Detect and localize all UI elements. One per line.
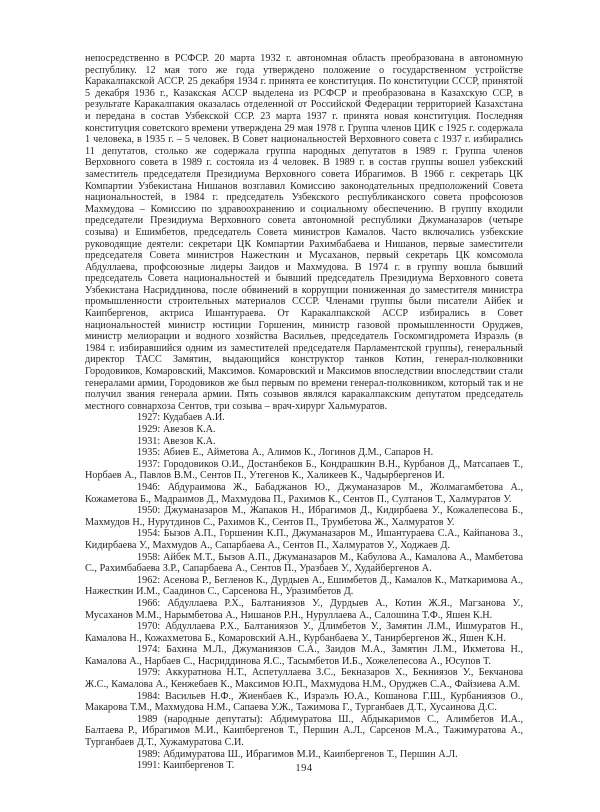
- page-number: 194: [295, 763, 313, 774]
- body-paragraph: непосредственно в РСФСР. 20 марта 1932 г. автономная область преобразована в автономную республику. 12 мая того же года утверждено положение о государственном устройстве Каракалпакской АССР. 25 декабря 1934 г. принята ее конституция. По конституции СССР, принятой 5 декабря 1936 г., Казакская АССР выделена из РСФСР и преобразована в Казахскую ССР, в результате Каракалпакия оказалась отделенной от Российской Федерации территорией Казахстана и передана в состав Узбекской ССР. 23 марта 1937 г. принята новая конституция. Последняя конституция советского времени утверждена 29 мая 1978 г. Группа членов ЦИК с 1925 г. содержала 1 человека, в 1935 г. – 5 человек. В Совет национальностей Верховного совета с 1937 г. избирались 11 депутатов, столько же содержала группа народных депутатов в 1989 г. Группа членов Верховного совета в 1989 г. состояла из 4 человек. В 1989 г. в состав группы вошел узбекский заместитель председателя Президиума Верховного совета Ибрагимов. В 1966 г. секретарь ЦК Компартии Узбекистана Нишанов возглавил Комиссию законодательных предположений Совета национальностей, в 1984 г. председатель Узбекского республиканского совета профсоюзов Махмудова – Комиссию по здравоохранению и социальному обеспечению. В группу входили председатели Президиума Верховного совета автономной республики Джуманазаров (четыре созыва) и Ешимбетов, председатель Совета министров Камалов. Часто включались узбекские руководящие деятели: секретари ЦК Компартии Рахимбабаева и Нишанов, первые заместители председателя Совета министров Нажесткин и Мусаханов, первый секретарь ЦК комсомола Абдуллаева, профсоюзные лидеры Заидов и Махмудова. В 1974 г. в группу вошла бывший председатель Совета национальностей и бывший председатель Президиума Верховного совета Узбекистана Насриддинова, после обвинений в коррупции пониженная до заместителя министра промышленности строительных материалов СССР. Членами группы были писатели Айбек и Каипбергенов, актриса Ишантураева. От Каракалпакской АССР избирались в Совет национальностей министр юстиции Горшенин, министр газовой промышленности Оруджев, министр мелиорации и водного хозяйства Васильев, председатель Госкомгидромета Израэль (в 1984 г. избиравшийся одним из заместителей председателя Парламентской группы), генеральный директор ТАСС Замятин, выдающийся конструктор танков Котин, генерал-полковники Городовиков, Комаровский, Максимов. Комаровский и Максимов впоследствии впоследствии стали генералами армии, Городовиков же был первым по времени генерал-полковником, который так и не получил звания генерала армии. Пять созывов являлся каракалпакским депутатом председатель местного совнархоза Сентов, три созыва – врач-хирург Хальмуратов.: [85, 53, 523, 412]
- entry-line: 1974: Бахина М.Л., Джуманиязов С.А., Заидов М.А., Замятин Л.М., Икметова Н., Камалова А., Нарбаев С., Насриддинова Я.С., Тасымбетов И.Б., Хожелепесова А., Юсупов Т.: [85, 644, 523, 667]
- entry-line: 1954: Бызов А.П., Горшенин К.П., Джуманазаров М., Ишантураева С.А., Кайпанова З., Кидирбаева У., Махмудов А., Сапарбаева А., Сентов П., Халмуратов У., Ходжаев Д.: [85, 528, 523, 551]
- entry-line: 1970: Абдуллаева Р.Х., Балтаниязов У., Длимбетов У., Замятин Л.М., Ишмуратов Н., Камалова Н., Кожахметова Б., Комаровский А.Н., Курбанбаева У., Танирбергенов Ж., Яшен К.Н.: [85, 621, 523, 644]
- entry-line: 1962: Асенова Р., Бегленов К., Дурдыев А., Ешимбетов Д., Камалов К., Маткаримова А., Нажесткин И.М., Саадинов С., Сарсенова Н., Уразимбетов Д.: [85, 574, 523, 598]
- entry-line: 1935: Абиев Е., Айметова А., Алимов К., Логинов Д.М., Сапаров Н.: [137, 447, 434, 459]
- deputies-list: [85, 412, 523, 771]
- entry-line: 1979: Аккуратнова Н.Т., Аспетуллаева З.С., Бекназаров Х., Бекниязов У., Бекчанова Ж.С., Камалова А., Кенжебаев К., Максимов Ю.П., Махмудова Н.М., Оруджев С.А., Файзиева А.М.: [85, 667, 523, 691]
- entry-line: 1989 (народные депутаты): Абдимуратова Ш., Абдыкаримов С., Алимбетов И.А., Балтаева Р., Ибрагимов М.И., Каипбергенов Т., Першин А.Л., Сарсенов М.А., Тажимуратова А., Турганбаев Д.Т., Хужамуратова С.И.: [85, 713, 523, 749]
- entry-line: 1946: Абдураимова Ж., Бабаджанов Ю., Джуманазаров М., Жолмагамбетова А., Кожаметова Б., Мадраимов Д., Махмудова П., Рахимов К., Сентов П., Султанов Т., Халмуратов У.: [85, 481, 523, 505]
- text-column: [85, 53, 523, 772]
- entry-line: 1984: Васильев Н.Ф., Жиенбаев К., Израэль Ю.А., Кошанова Г.Ш., Курбаниязов О., Макарова Т.М., Махмудова Н.М., Сапаева У.Ж., Тажимова Г., Турганбаев Д.Т., Хусаинова Д.С.: [85, 690, 523, 714]
- entry-line: 1989: Абдимуратова Ш., Ибрагимов М.И., Каипбергенов Т., Першин А.Л.: [137, 748, 458, 760]
- entry-line: 1929: Авезов К.А.: [137, 424, 216, 435]
- entry-line: 1991: Каипбергенов Т.: [137, 760, 235, 772]
- entry-line: 1931: Авезов К.А.: [137, 435, 216, 447]
- entry-line: 1966: Абдуллаева Р.Х., Балтаниязов У., Дурдыев А., Котин Ж.Я., Магзанова У., Мусаханов М.М., Нарымбетова А., Нишанов Р.Н., Нуруллаева А., Салошина Т.Ф., Яшен К.Н.: [85, 597, 523, 621]
- entry-line: 1958: Айбек М.Т., Бызов А.П., Джуманазаров М., Кабулова А., Камалова А., Мамбетова С., Рахимбабаева З.Р., Сапарбаева А., Сентов П., Уразбаев У., Худайбергенов А.: [85, 551, 523, 575]
- entry-line: 1950: Джуманазаров М., Жапаков Н., Ибрагимов Д., Кидирбаева У., Кожалепесова Б., Махмудов Н., Нурутдинов С., Рахимов К., Сентов П., Трумбетова Ж., Халмуратов У.: [85, 505, 523, 528]
- entry-line: 1927: Кудабаев А.И.: [137, 412, 225, 424]
- entry-line: 1937: Городовиков О.И., Достанбеков Б., Кондрашкин В.Н., Курбанов Д., Матсапаев Т., Норбаев А., Павлов В.М., Сентов П., Утегенов К., Халикеев К., Чадырбергенов И.: [85, 458, 523, 482]
